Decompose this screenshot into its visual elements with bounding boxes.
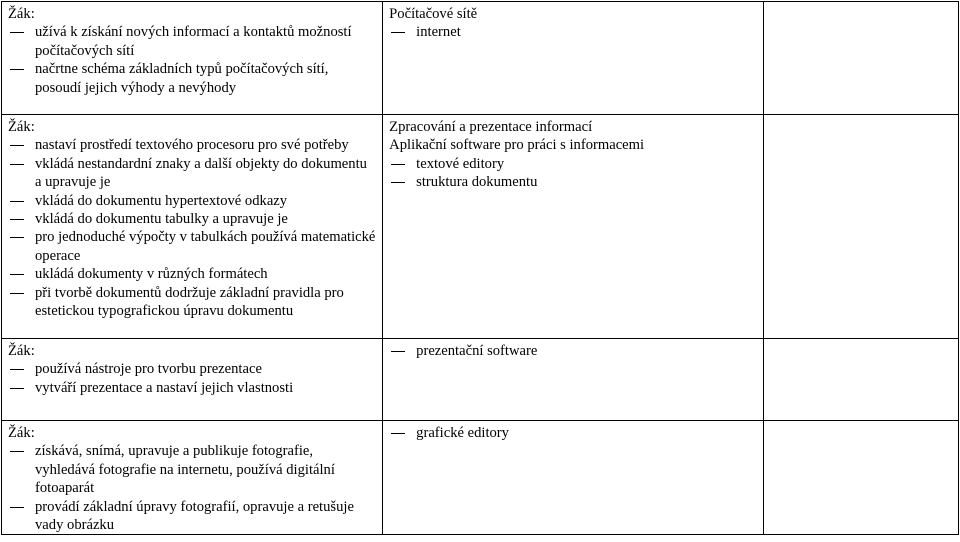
- list-item: vkládá nestandardní znaky a další objekty do dokumentu a upravuje je: [8, 155, 376, 192]
- topics-cell: [383, 2, 764, 115]
- outcomes-cell: [2, 2, 383, 115]
- outcomes-cell: [2, 339, 383, 421]
- topics-list: [389, 23, 757, 41]
- list-item: struktura dokumentu: [389, 173, 757, 191]
- curriculum-table: [1, 1, 959, 535]
- notes-cell: [764, 421, 959, 535]
- list-item: získává, snímá, upravuje a publikuje fotografie, vyhledává fotografie na internetu, používá digitální fotoaparát: [8, 442, 376, 497]
- student-heading: Žák:: [8, 6, 35, 22]
- topics-list: [389, 342, 757, 360]
- list-item: načrtne schéma základních typů počítačových sítí, posoudí jejich výhody a nevýhody: [8, 60, 376, 97]
- list-item: internet: [389, 23, 757, 41]
- table-row: [2, 2, 959, 115]
- list-item: grafické editory: [389, 424, 757, 442]
- list-item: ukládá dokumenty v různých formátech: [8, 265, 376, 283]
- topics-cell: [383, 115, 764, 339]
- outcomes-list: [8, 360, 376, 397]
- table-row: [2, 115, 959, 339]
- student-heading: Žák:: [8, 343, 35, 359]
- outcomes-cell: [2, 115, 383, 339]
- outcomes-cell: [2, 421, 383, 535]
- list-item: vkládá do dokumentu tabulky a upravuje je: [8, 210, 376, 228]
- notes-cell: [764, 115, 959, 339]
- notes-cell: [764, 2, 959, 115]
- table-row: [2, 339, 959, 421]
- outcomes-list: [8, 23, 376, 97]
- outcomes-list: [8, 136, 376, 320]
- outcomes-list: [8, 442, 376, 534]
- topics-cell: [383, 421, 764, 535]
- list-item: používá nástroje pro tvorbu prezentace: [8, 360, 376, 378]
- list-item: vkládá do dokumentu hypertextové odkazy: [8, 192, 376, 210]
- list-item: pro jednoduché výpočty v tabulkách používá matematické operace: [8, 228, 376, 265]
- topic-subtitle: Aplikační software pro práci s informacemi: [389, 137, 645, 154]
- topic-title: Počítačové sítě: [389, 6, 478, 22]
- topics-list: [389, 424, 757, 442]
- list-item: textové editory: [389, 155, 757, 173]
- list-item: vytváří prezentace a nastaví jejich vlastnosti: [8, 379, 376, 397]
- student-heading: Žák:: [8, 425, 35, 441]
- table-row: [2, 421, 959, 535]
- student-heading: Žák:: [8, 119, 35, 135]
- topic-title: Zpracování a prezentace informací: [389, 119, 593, 135]
- notes-cell: [764, 339, 959, 421]
- topics-list: [389, 155, 757, 192]
- list-item: při tvorbě dokumentů dodržuje základní pravidla pro estetickou typografickou úpravu dokumentu: [8, 284, 376, 321]
- list-item: užívá k získání nových informací a kontaktů možností počítačových sítí: [8, 23, 376, 60]
- list-item: nastaví prostředí textového procesoru pro své potřeby: [8, 136, 376, 154]
- list-item: prezentační software: [389, 342, 757, 360]
- list-item: provádí základní úpravy fotografií, opravuje a retušuje vady obrázku: [8, 498, 376, 535]
- topics-cell: [383, 339, 764, 421]
